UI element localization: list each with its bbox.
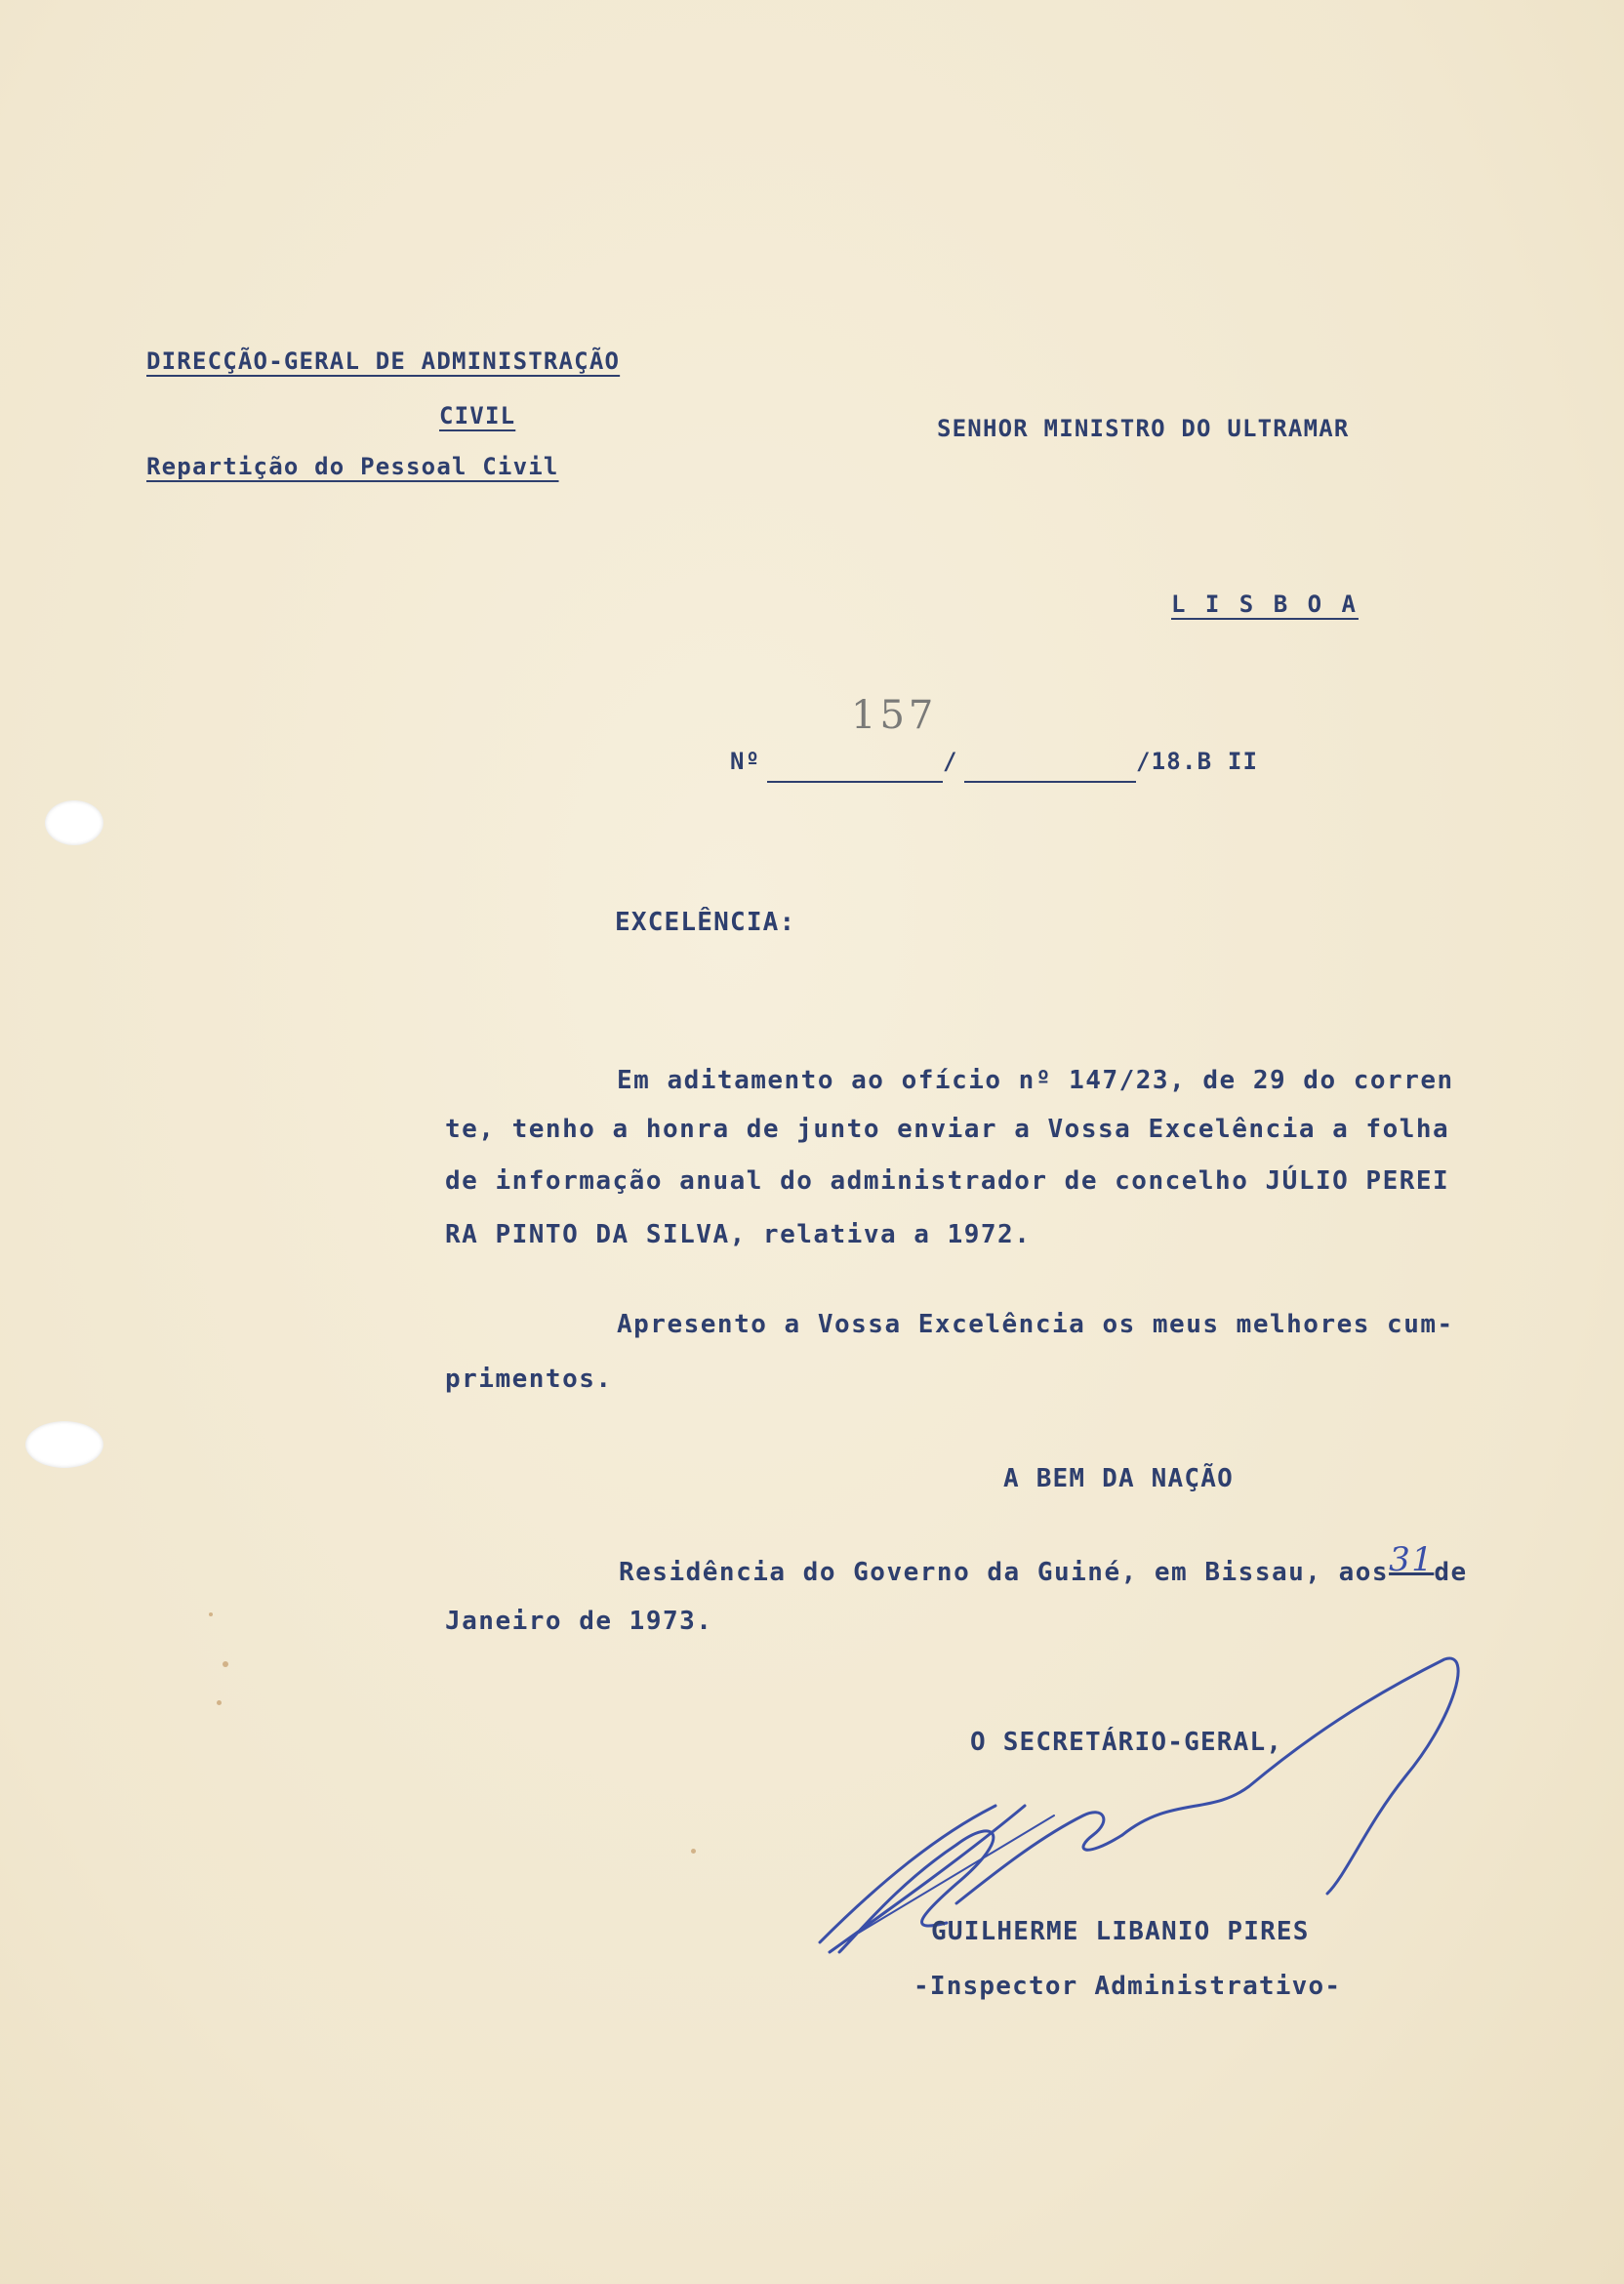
addressee-city: L I S B O A <box>1171 591 1359 618</box>
handwritten-signature <box>800 1640 1483 2011</box>
org-line-3: Repartição do Pessoal Civil <box>146 453 559 480</box>
body-line: primentos. <box>445 1365 613 1394</box>
paper-speck <box>691 1849 696 1854</box>
place-date-line-1 <box>619 1540 1575 1589</box>
paper-speck <box>223 1661 228 1667</box>
punch-hole-bottom <box>25 1421 103 1468</box>
place-date-text: Residência do Governo da Guiné, em Bissau, aos <box>619 1558 1390 1587</box>
reference-suffix: /18.B II <box>1136 748 1259 775</box>
org-line-2: CIVIL <box>439 402 516 429</box>
signature-title: O SECRETÁRIO-GERAL, <box>970 1728 1283 1757</box>
body-line: te, tenho a honra de junto enviar a Vossa Excelência a folha <box>445 1115 1450 1144</box>
closing-formula: A BEM DA NAÇÃO <box>1003 1464 1234 1493</box>
paper-speck <box>209 1612 213 1616</box>
org-line-1: DIRECÇÃO-GERAL DE ADMINISTRAÇÃO <box>146 347 621 375</box>
reference-blank-2 <box>964 781 1136 783</box>
place-date-line-2: Janeiro de 1973. <box>445 1607 713 1636</box>
body-line: Em aditamento ao ofício nº 147/23, de 29 do corren <box>617 1066 1454 1095</box>
handwritten-day: 31 <box>1389 1540 1435 1579</box>
body-line: RA PINTO DA SILVA, relativa a 1972. <box>445 1220 1032 1249</box>
paper-speck <box>217 1700 222 1705</box>
signatory-role: -Inspector Administrativo- <box>914 1972 1342 2001</box>
signatory-name: GUILHERME LIBANIO PIRES <box>931 1917 1310 1946</box>
body-line: Apresento a Vossa Excelência os meus melhores cum- <box>617 1310 1454 1339</box>
stamped-number: 157 <box>851 693 938 738</box>
reference-blank-1 <box>767 781 943 783</box>
addressee-name: SENHOR MINISTRO DO ULTRAMAR <box>937 415 1350 442</box>
punch-hole-top <box>45 800 103 845</box>
reference-prefix: Nº <box>730 748 761 775</box>
place-date-text-after: de <box>1434 1558 1468 1587</box>
body-line: de informação anual do administrador de concelho JÚLIO PEREI <box>445 1166 1450 1196</box>
reference-separator: / <box>943 748 958 775</box>
salutation: EXCELÊNCIA: <box>615 908 796 937</box>
